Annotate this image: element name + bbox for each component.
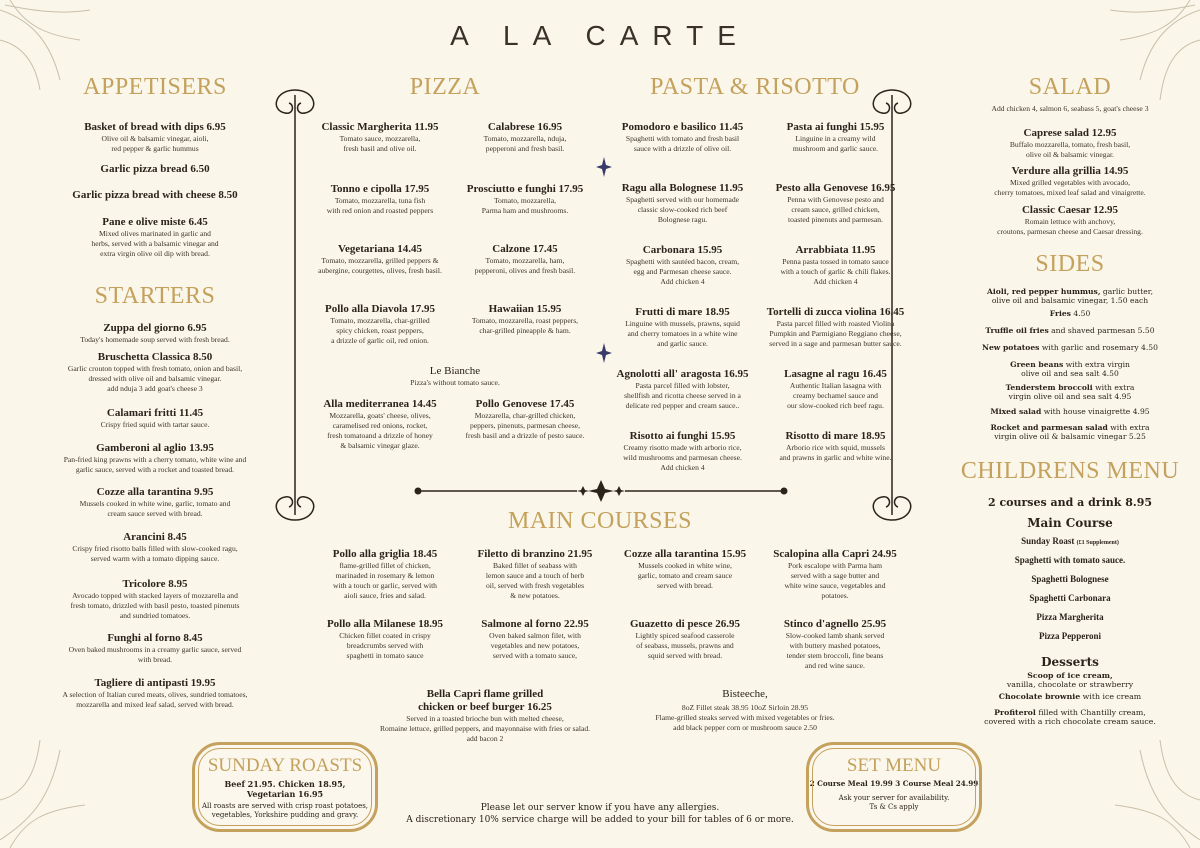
item-desc: Tomato, mozzarella, roast peppers, char-grilled pineapple & ham. xyxy=(471,316,579,335)
item-desc: Mixed grilled vegetables with avocado, cherry tomatoes, mixed leaf salad and vinaigrette. xyxy=(994,178,1146,197)
item-desc: Oven baked salmon filet, with vegetables and new potatoes, served with a tomato sauce, xyxy=(489,631,581,660)
corner-leaf-bottom-left xyxy=(0,730,90,848)
item-name: Pollo alla Milanese 18.95 xyxy=(326,618,444,630)
item-name: Garlic pizza bread with cheese 8.50 xyxy=(72,189,238,201)
item-name: Prosciutto e funghi 17.95 xyxy=(466,183,584,195)
item-desc: Pizza's without tomato sauce. xyxy=(410,378,500,387)
dessert-desc: with ice cream xyxy=(1082,692,1142,701)
menu-item xyxy=(610,618,760,671)
page-title: A LA CARTE xyxy=(450,20,750,51)
side-desc: with extra virgin olive oil and sea salt 4.50 xyxy=(1021,360,1130,378)
sunday-roasts-prices: Beef 21.95. Chicken 18.95, Vegetarian 16.95 xyxy=(224,779,346,799)
item-name: Stinco d'agnello 25.95 xyxy=(783,618,887,630)
item-name: Bisteeche, xyxy=(722,688,768,700)
heading-salad: SALAD xyxy=(1028,74,1112,100)
item-name: Classic Margherita 11.95 xyxy=(321,121,439,133)
side-item xyxy=(955,423,1185,441)
menu-item xyxy=(310,548,460,601)
menu-item-burger xyxy=(360,688,610,744)
menu-item xyxy=(450,398,600,441)
menu-item xyxy=(450,183,600,243)
item-name: Filetto di branzino 21.95 xyxy=(477,548,593,560)
item-name: Alla mediterranea 14.45 xyxy=(323,398,437,410)
item-desc: Today's homemade soup served with fresh bread. xyxy=(80,335,230,344)
side-item xyxy=(955,343,1185,360)
item-name: Salmone al forno 22.95 xyxy=(481,618,589,630)
item-name: Pollo Genovese 17.45 xyxy=(475,398,575,410)
menu-item xyxy=(40,632,270,677)
item-desc: Pork escalope with Parma ham served with a sage butter and white wine sauce, vegetables and potatoes. xyxy=(784,561,886,600)
item-name: Frutti di mare 18.95 xyxy=(635,306,730,318)
menu-item-steak xyxy=(620,688,870,733)
item-desc: Pan-fried king prawns with a cherry tomato, white wine and garlic sauce, served with a rocket and toasted bread. xyxy=(63,455,247,474)
starters-list xyxy=(40,322,270,710)
menu-item xyxy=(40,578,270,632)
side-item xyxy=(955,383,1185,407)
item-desc: Mussels cooked in white wine, garlic, tomato and cream sauce served with bread. xyxy=(79,499,231,518)
item-name: Tricolore 8.95 xyxy=(122,578,188,590)
heading-pizza: PIZZA xyxy=(409,74,481,100)
item-desc: Crispy fried squid with tartar sauce. xyxy=(100,420,210,429)
menu-item xyxy=(40,121,270,163)
menu-item xyxy=(450,243,600,303)
menu-item xyxy=(758,430,913,463)
item-desc: Penna with Genovese pesto and cream sauce, grilled chicken, toasted pinenuts and parmesan. xyxy=(787,195,884,224)
sunday-roasts-title: SUNDAY ROASTS xyxy=(207,755,363,776)
children-roast xyxy=(955,536,1185,555)
item-name: Bella Capri flame grilled chicken or beef burger 16.25 xyxy=(418,688,552,713)
dessert-name: Chocolate brownie xyxy=(998,692,1081,701)
item-desc: Mozzarella, char-grilled chicken, peppers, pinenuts, parmesan cheese, fresh basil and a drizzle of pesto sauce. xyxy=(465,411,585,440)
pizza-list-left xyxy=(305,121,455,346)
item-desc: Spaghetti with sautéed bacon, cream, egg and Parmesan cheese sauce. Add chicken 4 xyxy=(625,257,740,286)
item-name: Scalopina alla Capri 24.95 xyxy=(773,548,897,560)
item-desc: Buffalo mozzarella, tomato, fresh basil, olive oil & balsamic vinegar. xyxy=(1009,140,1131,159)
item-desc: Spaghetti served with our homemade classic slow-cooked rich beef Bolognese ragu. xyxy=(625,195,740,224)
sunday-roasts-box xyxy=(192,742,378,832)
item-name: Risotto ai funghi 15.95 xyxy=(629,430,736,442)
children-main-item: Spaghetti with tomato sauce. xyxy=(1014,555,1126,565)
item-desc: Linguine in a creamy wild mushroom and garlic sauce. xyxy=(792,134,879,153)
menu-item xyxy=(305,303,455,346)
heading-childrens-menu: CHILDRENS MENU xyxy=(960,458,1180,484)
item-desc: Avocado topped with stacked layers of mozzarella and fresh tomato, drizzled with basil pesto, toasted pinenuts and sundried tomatoes. xyxy=(70,591,240,620)
menu-item xyxy=(600,306,765,368)
menu-item xyxy=(40,531,270,578)
item-name: Caprese salad 12.95 xyxy=(1023,127,1117,139)
footer-note: Please let our server know if you have any allergies. A discretionary 10% service charge will be added to your bill for tables of 6 or more. xyxy=(406,803,794,825)
menu-item xyxy=(450,303,600,336)
item-name: Carbonara 15.95 xyxy=(642,244,723,256)
children-main-item: Pizza Pepperoni xyxy=(1038,631,1102,641)
menu-item xyxy=(955,204,1185,237)
divider-horizontal xyxy=(412,478,790,504)
item-desc: Spaghetti with tomato and fresh basil sauce with a drizzle of olive oil. xyxy=(625,134,740,153)
item-desc: Chicken fillet coated in crispy breadcrumbs served with spaghetti in tomato sauce xyxy=(339,631,431,660)
item-desc: Tomato, mozzarella, char-grilled spicy chicken, roast peppers, a drizzle of garlic oil, red onion. xyxy=(330,316,430,345)
item-name: Verdure alla grillia 14.95 xyxy=(1011,165,1129,177)
item-desc: Lightly spiced seafood casserole of seabass, mussels, prawns and squid served with bread. xyxy=(635,631,735,660)
item-desc: Garlic crouton topped with fresh tomato, onion and basil, dressed with olive oil and balsamic vinegar. add nduja 3 add goat's cheese 3 xyxy=(67,364,243,393)
heading-sides: SIDES xyxy=(1035,251,1105,277)
pasta-list-left xyxy=(600,121,765,473)
side-name: New potatoes xyxy=(982,343,1040,352)
appetisers-list xyxy=(40,121,270,259)
item-name: Calabrese 16.95 xyxy=(487,121,563,133)
menu-item xyxy=(40,216,270,259)
main-courses-row-1 xyxy=(310,548,910,601)
salad-note: Add chicken 4, salmon 6, seabass 5, goat's cheese 3 xyxy=(991,104,1149,113)
set-menu-desc: Ask your server for availability. Ts & Cs apply xyxy=(838,794,950,811)
item-desc: Arborio rice with squid, mussels and prawns in garlic and white wine. xyxy=(779,443,892,462)
item-name: Garlic pizza bread 6.50 xyxy=(100,163,210,175)
menu-item xyxy=(760,618,910,671)
menu-item xyxy=(40,163,270,189)
menu-item xyxy=(40,442,270,486)
side-name: Mixed salad xyxy=(990,407,1042,416)
menu-item xyxy=(460,548,610,601)
item-desc: Pasta parcel filled with roasted Violina Pumpkin and Parmigiano Reggiano cheese, served in a sage and parmesan butter sauce. xyxy=(769,319,902,348)
menu-item xyxy=(955,127,1185,165)
item-name: Arrabbiata 11.95 xyxy=(795,244,876,256)
menu-item xyxy=(600,430,765,473)
item-desc: Penna pasta tossed in tomato sauce with a touch of garlic & chili flakes. Add chicken 4 xyxy=(780,257,891,286)
side-item xyxy=(955,407,1185,423)
side-desc: and shaved parmesan 5.50 xyxy=(1051,326,1155,335)
dessert-name: Profiterol xyxy=(994,708,1036,717)
item-name: Calzone 17.45 xyxy=(492,243,558,255)
item-name: Vegetariana 14.45 xyxy=(338,243,422,255)
item-name: Tonno e cipolla 17.95 xyxy=(330,183,430,195)
item-desc: A selection of Italian cured meats, olives, sundried tomatoes, mozzarella and mixed leaf salad, served with bread. xyxy=(62,690,248,709)
roast-note: (£1 Supplement) xyxy=(1076,540,1119,546)
side-desc: with garlic and rosemary 4.50 xyxy=(1041,343,1158,352)
menu-item xyxy=(600,244,765,306)
menu-item xyxy=(305,121,455,183)
sides-list xyxy=(955,287,1185,441)
item-desc: Creamy risotto made with arborio rice, wild mushrooms and parmesan cheese. Add chicken 4 xyxy=(623,443,742,472)
item-name: Cozze alla tarantina 9.95 xyxy=(96,486,214,498)
item-name: Basket of bread with dips 6.95 xyxy=(84,121,226,133)
children-main-item: Pizza Margherita xyxy=(1036,612,1104,622)
side-item xyxy=(955,309,1185,326)
menu-item xyxy=(758,306,913,368)
side-item xyxy=(955,326,1185,343)
item-name: Cozze alla tarantina 15.95 xyxy=(623,548,747,560)
item-desc: Mixed olives marinated in garlic and herbs, served with a balsamic vinegar and extra virgin olive oil dip with bread. xyxy=(91,229,219,258)
item-desc: Tomato, mozzarella, tuna fish with red onion and roasted peppers xyxy=(326,196,434,215)
menu-item xyxy=(40,189,270,216)
menu-item xyxy=(600,182,765,244)
dessert-name: Scoop of ice cream, xyxy=(1027,671,1113,680)
heading-pasta: PASTA & RISOTTO xyxy=(650,74,860,100)
item-desc: Authentic Italian lasagna with creamy bechamel sauce and our slow-cooked rich beef ragu. xyxy=(787,381,884,410)
item-name: Calamari fritti 11.45 xyxy=(106,407,204,419)
menu-item xyxy=(305,243,455,303)
le-bianche xyxy=(330,365,580,388)
menu-item xyxy=(610,548,760,601)
children-main-item: Spaghetti Bolognese xyxy=(1031,574,1109,584)
item-name: Guazetto di pesce 26.95 xyxy=(630,618,740,630)
item-name: Tagliere di antipasti 19.95 xyxy=(94,677,216,689)
dessert-desc: vanilla, chocolate or strawberry xyxy=(1006,680,1134,689)
menu-item xyxy=(40,407,270,442)
menu-item xyxy=(40,351,270,407)
item-desc: Tomato, mozzarella, nduja, pepperoni and fresh basil. xyxy=(483,134,567,153)
item-name: Tortelli di zucca violina 16.45 xyxy=(766,306,905,318)
item-desc: flame-grilled fillet of chicken, marinaded in rosemary & lemon with a touch or garlic, served with aioli sauce, fries and salad. xyxy=(333,561,437,600)
side-desc: garlic butter, olive oil and balsamic vinegar, 1.50 each xyxy=(991,287,1153,305)
pasta-list-right xyxy=(758,121,913,463)
pizza-list-right xyxy=(450,121,600,336)
dessert-item xyxy=(955,671,1185,692)
side-name: Aioli, red pepper hummus, xyxy=(986,287,1101,296)
children-deal: 2 courses and a drink 8.95 xyxy=(987,496,1153,509)
item-name: Funghi al forno 8.45 xyxy=(107,632,203,644)
menu-item xyxy=(758,368,913,430)
heading-main-courses: MAIN COURSES xyxy=(507,508,693,534)
menu-item xyxy=(40,486,270,531)
side-desc: 4.50 xyxy=(1073,309,1091,318)
roast-label: Sunday Roast xyxy=(1021,536,1075,546)
corner-leaf-bottom-right xyxy=(1110,730,1200,848)
side-desc: with house vinaigrette 4.95 xyxy=(1043,407,1150,416)
item-name: Lasagne al ragu 16.45 xyxy=(784,368,887,380)
item-desc: Slow-cooked lamb shank served with buttery mashed potatoes, tender stem broccoli, fine beans and red wine sauce. xyxy=(785,631,885,670)
item-name: Bruschetta Classica 8.50 xyxy=(97,351,213,363)
menu-item xyxy=(600,121,765,182)
item-desc: Tomato, mozzarella, grilled peppers & aubergine, courgettes, olives, fresh basil. xyxy=(318,256,442,275)
dessert-item xyxy=(955,708,1185,726)
item-name: Zuppa del giorno 6.95 xyxy=(103,322,207,334)
item-name: Risotto di mare 18.95 xyxy=(785,430,886,442)
item-name: Pane e olive miste 6.45 xyxy=(102,216,208,228)
salad-list xyxy=(955,127,1185,237)
menu-item xyxy=(305,183,455,243)
item-desc: Tomato sauce, mozzarella, fresh basil and olive oil. xyxy=(339,134,421,153)
item-desc: Pasta parcel filled with lobster, shellfish and ricotta cheese served in a delicate red pepper and cream sauce.. xyxy=(624,381,741,410)
heading-appetisers: APPETISERS xyxy=(83,74,227,100)
item-desc: Linguine with mussels, prawns, squid and cherry tomatoes in a white wine and garlic sauce. xyxy=(625,319,740,348)
item-name: Ragu alla Bolognese 11.95 xyxy=(621,182,744,194)
item-name: Pollo alla Diavola 17.95 xyxy=(325,303,435,315)
side-name: Truffle oil fries xyxy=(985,326,1049,335)
item-name: Le Bianche xyxy=(429,365,481,377)
heading-starters: STARTERS xyxy=(94,283,216,309)
item-name: Pasta ai funghi 15.95 xyxy=(786,121,885,133)
item-name: Pomodoro e basilico 11.45 xyxy=(621,121,744,133)
side-desc: with extra virgin olive oil and sea salt 4.95 xyxy=(1008,383,1135,401)
item-desc: Tomato, mozzarella, Parma ham and mushrooms. xyxy=(481,196,569,215)
side-name: Rocket and parmesan salad xyxy=(990,423,1108,432)
menu-item xyxy=(758,121,913,182)
sunday-roasts-desc: All roasts are served with crisp roast potatoes, vegetables, Yorkshire pudding and gravy. xyxy=(201,802,369,819)
item-desc: Romain lettuce with anchovy, croutons, parmesan cheese and Caesar dressing. xyxy=(997,217,1143,236)
children-main-heading: Main Course xyxy=(1027,516,1113,530)
item-desc: 8oZ Fillet steak 38.95 10oZ Sirloin 28.95 Flame-grilled steaks served with mixed vegetables or fries. add black pepper corn or mushroom sauce 2.50 xyxy=(655,703,835,732)
side-desc: with extra virgin olive oil & balsamic vinegar 5.25 xyxy=(994,423,1150,441)
menu-item xyxy=(955,165,1185,204)
item-desc: Olive oil & balsamic vinegar, aioli, red pepper & garlic hummus xyxy=(101,134,209,153)
item-desc: Served in a toasted brioche bun with melted cheese, Romaine lettuce, grilled peppers, and mayonnaise with fries or salad. add bacon 2 xyxy=(379,714,591,743)
item-name: Agnolotti all' aragosta 16.95 xyxy=(616,368,749,380)
menu-item xyxy=(760,548,910,601)
menu-item xyxy=(758,244,913,306)
item-name: Arancini 8.45 xyxy=(123,531,187,543)
menu-item xyxy=(40,677,270,710)
menu-item xyxy=(305,398,455,451)
item-name: Pollo alla griglia 18.45 xyxy=(332,548,438,560)
side-name: Fries xyxy=(1049,309,1071,318)
set-menu-box xyxy=(806,742,982,832)
main-courses-row-2 xyxy=(310,618,910,671)
item-name: Pesto alla Genovese 16.95 xyxy=(775,182,896,194)
set-menu-title: SET MENU xyxy=(846,755,942,776)
side-item xyxy=(955,287,1185,309)
menu-item xyxy=(310,618,460,671)
dessert-item xyxy=(955,692,1185,708)
menu-item xyxy=(40,322,270,351)
item-desc: Baked fillet of seabass with lemon sauce and a touch of herb oil, served with fresh vegetables & new potatoes. xyxy=(485,561,585,600)
item-desc: Mozzarella, goats' cheese, olives, caramelised red onions, rocket, fresh tomatoand a drizzle of honey & balsamic vinegar glaze. xyxy=(327,411,433,450)
children-main-item: Spaghetti Carbonara xyxy=(1029,593,1111,603)
menu-item xyxy=(600,368,765,430)
item-desc: Mussels cooked in white wine, garlic, tomato and cream sauce served with bread. xyxy=(637,561,733,590)
item-desc: Oven baked mushrooms in a creamy garlic sauce, served with bread. xyxy=(68,645,242,664)
menu-item xyxy=(758,182,913,244)
side-name: Tenderstem broccoli xyxy=(1005,383,1093,392)
item-desc: Tomato, mozzarella, ham, pepperoni, olives and fresh basil. xyxy=(474,256,576,275)
childrens-menu xyxy=(955,496,1185,726)
item-name: Gamberoni al aglio 13.95 xyxy=(96,442,214,454)
set-menu-prices: 2 Course Meal 19.99 3 Course Meal 24.99 xyxy=(809,779,979,788)
item-name: Hawaiian 15.95 xyxy=(488,303,562,315)
menu-item xyxy=(450,121,600,183)
item-name: Classic Caesar 12.95 xyxy=(1021,204,1119,216)
item-desc: Crispy fried risotto balls filled with slow-cooked ragu, served warm with a tomato dipping sauce. xyxy=(72,544,238,563)
side-item xyxy=(955,360,1185,383)
menu-item xyxy=(460,618,610,671)
dessert-desc: filled with Chantilly cream, covered with a rich chocolate cream sauce. xyxy=(984,708,1156,726)
side-name: Green beans xyxy=(1010,360,1064,369)
children-desserts-heading: Desserts xyxy=(1041,655,1099,669)
